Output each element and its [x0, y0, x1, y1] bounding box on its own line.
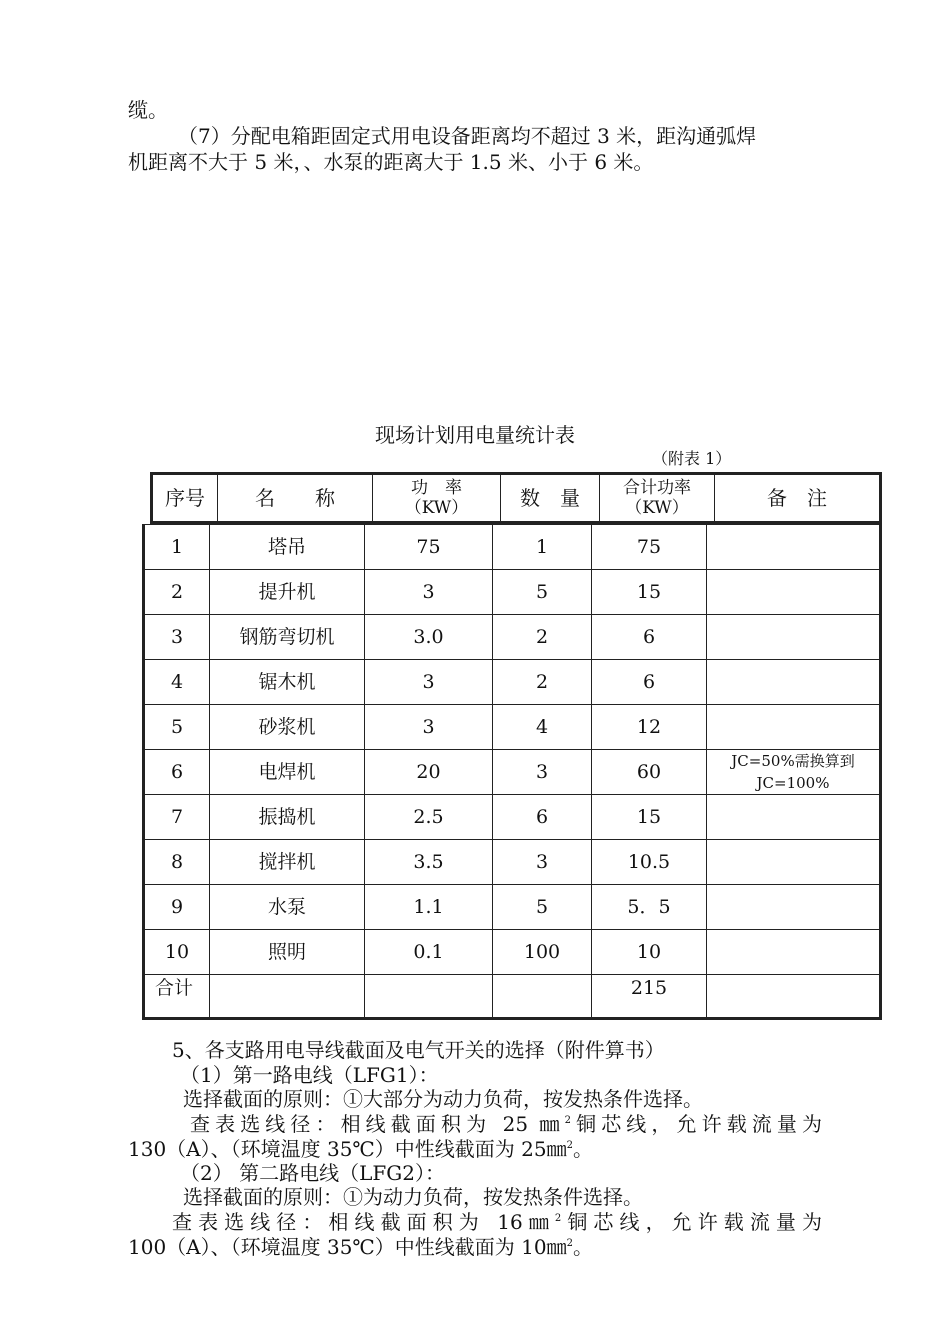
cell-quantity: 5 — [493, 570, 592, 615]
second-selection-part-a: 查表选线径：相线截面积为 16㎜ — [172, 1210, 555, 1234]
header-remark: 备 注 — [715, 474, 881, 523]
cell-remark-line1: JC=50%需换算到 — [731, 752, 855, 770]
second-continuation-part-a: 100（A）、（环境温度 35℃）中性线截面为 10㎜ — [128, 1235, 567, 1259]
cell-index: 8 — [144, 840, 210, 885]
text-line-first-circuit: （1）第一路电线（LFG1）： — [180, 1063, 439, 1087]
cell-power: 3.0 — [365, 615, 493, 660]
cell-name: 振捣机 — [210, 795, 365, 840]
cell-name: 砂浆机 — [210, 705, 365, 750]
total-label: 合计 — [144, 975, 210, 1019]
cell-quantity: 2 — [493, 615, 592, 660]
superscript-2: 2 — [566, 1140, 573, 1151]
cell-remark — [707, 570, 881, 615]
first-selection-part-a: 查表选线径：相线截面积为 25 ㎜ — [190, 1112, 565, 1136]
cell-power: 0.1 — [365, 930, 493, 975]
cell-index: 1 — [144, 525, 210, 570]
superscript-2: 2 — [564, 1115, 572, 1126]
first-continuation-part-b: 。 — [572, 1137, 593, 1161]
cell-power: 3 — [365, 705, 493, 750]
cell-quantity: 1 — [493, 525, 592, 570]
header-total-power — [600, 474, 715, 523]
header-quantity: 数 量 — [501, 474, 600, 523]
first-selection-part-b: 铜芯线，允许载流量为 — [571, 1112, 822, 1136]
text-line-second-continuation — [128, 1233, 593, 1261]
total-cell-empty-name — [210, 975, 365, 1019]
header-power-unit: （KW） — [404, 498, 469, 518]
cell-total: 6 — [592, 660, 707, 705]
total-value: 215 — [592, 975, 707, 1019]
text-line-distribution-box: （7）分配电箱距固定式用电设备距离均不超过 3 米，距沟通弧焊 — [178, 124, 757, 148]
table-row — [144, 705, 881, 750]
header-power-label: 功 率 — [411, 478, 462, 498]
cell-remark — [707, 705, 881, 750]
superscript-2: 2 — [566, 1238, 573, 1249]
cell-remark — [707, 525, 881, 570]
cell-quantity: 5 — [493, 885, 592, 930]
table-row — [144, 750, 881, 795]
cell-remark — [707, 750, 881, 795]
cell-quantity: 6 — [493, 795, 592, 840]
total-cell-empty-quantity — [493, 975, 592, 1019]
first-continuation-part-a: 130（A）、（环境温度 35℃）中性线截面为 25㎜ — [128, 1137, 567, 1161]
cell-remark-line2: JC=100% — [756, 774, 830, 792]
cell-quantity: 100 — [493, 930, 592, 975]
cell-power: 75 — [365, 525, 493, 570]
table-title: 现场计划用电量统计表 — [375, 423, 575, 447]
text-line-cable-end: 缆。 — [128, 98, 168, 122]
cell-total: 10.5 — [592, 840, 707, 885]
cell-name: 搅拌机 — [210, 840, 365, 885]
cell-quantity: 3 — [493, 840, 592, 885]
cell-index: 9 — [144, 885, 210, 930]
cell-total: 5．5 — [592, 885, 707, 930]
table-row — [144, 660, 881, 705]
heading-section-5: 5、各支路用电导线截面及电气开关的选择（附件算书） — [172, 1038, 665, 1062]
cell-index: 3 — [144, 615, 210, 660]
cell-index: 5 — [144, 705, 210, 750]
header-name: 名 称 — [218, 474, 373, 523]
text-line-second-selection — [172, 1208, 822, 1236]
cell-power: 3 — [365, 570, 493, 615]
superscript-2: 2 — [554, 1213, 562, 1224]
table-row — [144, 525, 881, 570]
cell-total: 6 — [592, 615, 707, 660]
cell-power: 3 — [365, 660, 493, 705]
cell-remark — [707, 660, 881, 705]
cell-index: 4 — [144, 660, 210, 705]
cell-quantity: 2 — [493, 660, 592, 705]
cell-power: 20 — [365, 750, 493, 795]
cell-index: 2 — [144, 570, 210, 615]
text-line-first-selection — [190, 1110, 822, 1138]
cell-power: 2.5 — [365, 795, 493, 840]
cell-index: 7 — [144, 795, 210, 840]
cell-name: 塔吊 — [210, 525, 365, 570]
cell-quantity: 3 — [493, 750, 592, 795]
text-line-first-principle: 选择截面的原则：①大部分为动力负荷，按发热条件选择。 — [183, 1087, 703, 1111]
cell-total: 60 — [592, 750, 707, 795]
cell-total: 15 — [592, 795, 707, 840]
cell-name: 照明 — [210, 930, 365, 975]
cell-remark — [707, 615, 881, 660]
total-cell-empty-power — [365, 975, 493, 1019]
cell-remark — [707, 885, 881, 930]
header-index: 序号 — [152, 474, 218, 523]
header-total-power-label: 合计功率 — [623, 478, 691, 498]
cell-name: 水泵 — [210, 885, 365, 930]
table-total-row — [144, 975, 881, 1019]
cell-total: 75 — [592, 525, 707, 570]
table-row — [144, 885, 881, 930]
text-line-distance-limits: 机距离不大于 5 米，、水泵的距离大于 1.5 米、小于 6 米。 — [128, 150, 654, 174]
cell-remark — [707, 930, 881, 975]
table-body — [144, 525, 881, 1019]
header-total-power-unit: （KW） — [625, 498, 689, 518]
table-row — [144, 795, 881, 840]
cell-name: 电焊机 — [210, 750, 365, 795]
second-selection-part-b: 铜芯线，允许载流量为 — [561, 1210, 823, 1234]
table-row — [144, 615, 881, 660]
cell-index: 10 — [144, 930, 210, 975]
table-row — [144, 570, 881, 615]
power-usage-table — [142, 524, 882, 1020]
cell-total: 15 — [592, 570, 707, 615]
text-line-second-principle: 选择截面的原则：①为动力负荷，按发热条件选择。 — [183, 1185, 643, 1209]
cell-power: 1.1 — [365, 885, 493, 930]
table-row — [144, 930, 881, 975]
cell-name: 钢筋弯切机 — [210, 615, 365, 660]
cell-quantity: 4 — [493, 705, 592, 750]
table-header — [150, 472, 882, 524]
header-power — [373, 474, 501, 523]
table-row — [144, 840, 881, 885]
cell-remark — [707, 840, 881, 885]
second-continuation-part-b: 。 — [572, 1235, 593, 1259]
table-note: （附表 1） — [652, 449, 732, 468]
cell-total: 12 — [592, 705, 707, 750]
cell-name: 锯木机 — [210, 660, 365, 705]
total-cell-empty-remark — [707, 975, 881, 1019]
cell-index: 6 — [144, 750, 210, 795]
cell-remark — [707, 795, 881, 840]
text-line-second-circuit: （2） 第二路电线（LFG2）： — [180, 1161, 445, 1185]
cell-name: 提升机 — [210, 570, 365, 615]
cell-total: 10 — [592, 930, 707, 975]
cell-power: 3.5 — [365, 840, 493, 885]
